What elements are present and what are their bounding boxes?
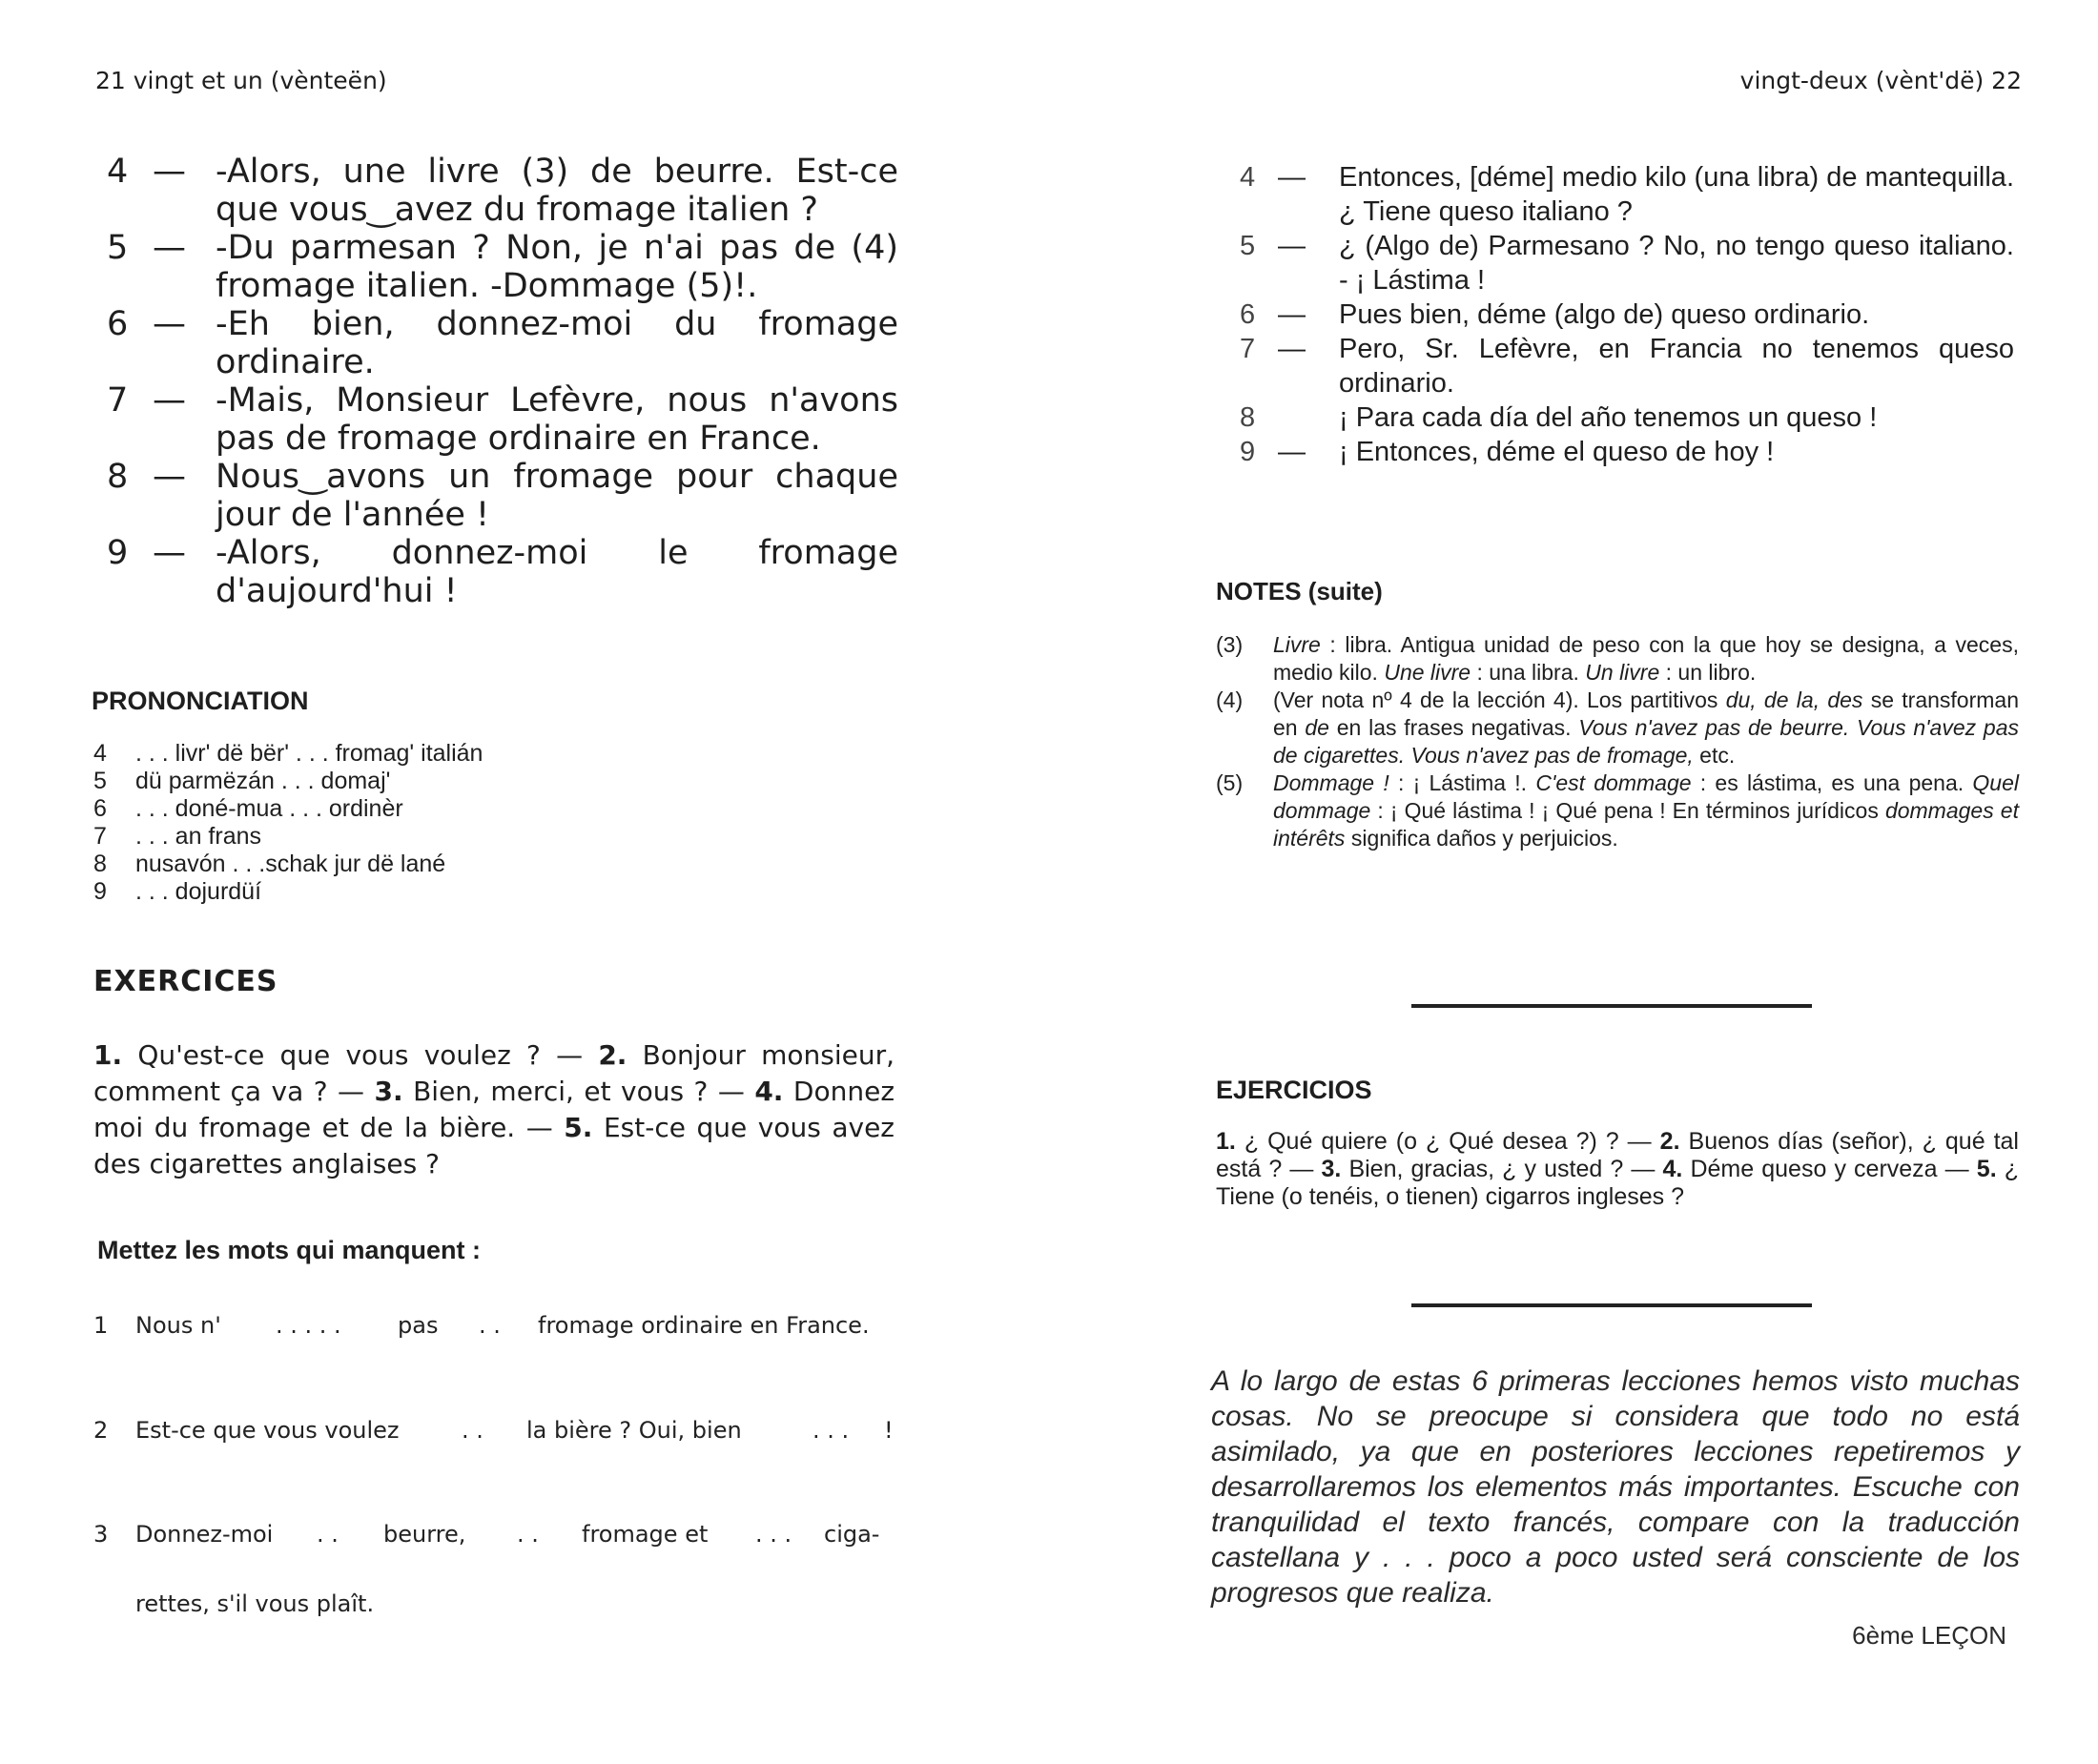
line-number: 5 — [107, 229, 129, 267]
line-dash: — — [1278, 231, 1306, 261]
exercise-text: Bien, merci, et vous ? — — [413, 1076, 745, 1107]
line-text: ¿ (Algo de) Parmesano ? No, no tengo queso italiano. - ¡ Lástima ! — [1339, 231, 2014, 296]
line-dash: — — [153, 458, 186, 496]
note-item — [1216, 769, 2019, 852]
note-italic-segment: Vous n'avez pas de beurre. Vous n'avez pas de cigarettes. Vous n'avez pas de fromage, — [1273, 715, 2019, 768]
exercise-number: 2. — [1659, 1128, 1680, 1155]
lesson-label: 6ème LEÇON — [1852, 1621, 2006, 1650]
note-italic-segment: dommages et intérêts — [1273, 798, 2019, 851]
dialogue-line — [1240, 160, 2014, 229]
section-divider — [1411, 1303, 1812, 1307]
fill-text: Nous n' — [135, 1312, 221, 1339]
exercise-number: 5. — [1976, 1156, 1997, 1182]
note-segment: : ¡ Lástima !. — [1388, 770, 1536, 795]
fill-text: Est-ce que vous voulez — [135, 1417, 400, 1444]
line-text: ¡ Entonces, déme el queso de hoy ! — [1339, 437, 1775, 467]
fill-in-line — [93, 1417, 894, 1444]
dialogue-line — [1240, 332, 2014, 400]
note-italic-segment: C'est dommage — [1535, 770, 1692, 795]
line-text: Nous‿avons un fromage pour chaque jour de l'année ! — [216, 458, 898, 534]
fill-blank: . . — [462, 1417, 483, 1444]
french-dialogue — [107, 153, 898, 610]
note-segment: se transforman en — [1273, 687, 2019, 740]
dialogue-line — [1240, 229, 2014, 297]
notes-list — [1216, 631, 2019, 852]
running-head-right: vingt-deux (vènt'dë) 22 — [1739, 67, 2022, 94]
note-item — [1216, 687, 2019, 769]
line-number: 4 — [107, 153, 129, 191]
line-dash: — — [153, 534, 186, 572]
item-number: 4 — [93, 740, 107, 767]
item-text: nusavón . . .schak jur dë lané — [135, 851, 446, 877]
exercise-text: Déme queso y cerveza — — [1690, 1156, 1969, 1182]
line-dash: — — [1278, 299, 1306, 330]
pronunciation-item — [93, 823, 483, 851]
item-text: . . . livr' dë bër' . . . fromag' italián — [135, 740, 483, 767]
note-text — [1273, 631, 2019, 687]
fill-in-heading: Mettez les mots qui manquent : — [97, 1236, 482, 1264]
note-italic-segment: Dommage ! — [1273, 770, 1389, 795]
fill-in-line — [93, 1312, 870, 1339]
line-text: -Alors, une livre (3) de beurre. Est-ce que vous‿avez du fromage italien ? — [216, 153, 898, 229]
exercise-number: 1. — [1216, 1128, 1236, 1155]
exercise-number: 3. — [374, 1076, 403, 1107]
dialogue-line — [107, 305, 898, 381]
exercise-text: Buenos días (señor), ¿ qué tal está ? — — [1216, 1128, 2019, 1182]
dialogue-line — [1240, 435, 2014, 469]
exercises-text — [93, 1037, 895, 1182]
fill-text: beurre, — [383, 1521, 466, 1548]
fill-text: fromage et — [582, 1521, 709, 1548]
line-text: Pues bien, déme (algo de) queso ordinario. — [1339, 299, 1870, 330]
spanish-dialogue — [1240, 160, 2014, 469]
fill-in-line — [93, 1521, 879, 1548]
note-text — [1273, 687, 2019, 769]
line-number: 6 — [107, 305, 129, 343]
exercise-number: 4. — [1662, 1156, 1683, 1182]
ejercicios-heading: EJERCICIOS — [1216, 1076, 1372, 1104]
item-number: 8 — [93, 851, 107, 877]
line-dash: — — [153, 229, 186, 267]
note-segment: : es lástima, es una pena. — [1691, 770, 1973, 795]
note-number: (4) — [1216, 687, 1244, 712]
note-segment: : ¡ Qué lástima ! ¡ Qué pena ! En términos jurídicos — [1370, 798, 1885, 823]
item-number: 6 — [93, 795, 107, 822]
pronunciation-item — [93, 878, 483, 906]
pronunciation-heading: PRONONCIATION — [92, 687, 309, 715]
exercise-text: Donnez moi du fromage et de la bière. — — [93, 1076, 895, 1143]
exercise-text: Bonjour monsieur, comment ça va ? — — [93, 1039, 895, 1107]
line-dash: — — [153, 153, 186, 191]
note-italic-segment: de — [1305, 715, 1329, 740]
fill-text: la bière ? Oui, bien — [526, 1417, 742, 1444]
fill-blank: . . — [517, 1521, 539, 1548]
note-segment: significa daños y perjuicios. — [1345, 826, 1618, 851]
dialogue-line — [1240, 297, 2014, 332]
line-number: 4 — [1240, 162, 1256, 193]
note-segment: : una libra. — [1471, 660, 1586, 685]
exercise-number: 2. — [598, 1039, 627, 1071]
line-number: 7 — [107, 381, 129, 420]
pronunciation-item — [93, 740, 483, 768]
dialogue-line — [107, 153, 898, 229]
fill-text: pas — [398, 1312, 439, 1339]
exercise-text: Bien, gracias, ¿ y usted ? — — [1348, 1156, 1656, 1182]
item-number: 7 — [93, 823, 107, 850]
dialogue-line — [107, 534, 898, 610]
line-dash: — — [1278, 437, 1306, 467]
fill-number: 1 — [93, 1312, 109, 1339]
fill-blank: . . — [317, 1521, 339, 1548]
fill-text: ciga- — [824, 1521, 880, 1548]
fill-blank: . . . . . — [276, 1312, 341, 1339]
line-dash: — — [1278, 334, 1306, 364]
exercise-text: ¿ Qué quiere (o ¿ Qué desea ?) ? — — [1244, 1128, 1652, 1155]
right-page — [1049, 0, 2098, 1764]
closing-paragraph: A lo largo de estas 6 primeras lecciones hemos visto muchas cosas. No se preocupe si considera que todo no está asimilado, ya que en posteriores lecciones repetiremos y desarrollaremos los elementos más importantes. Escuche con tranquilidad el texto francés, compare con la traducción castellana y . . . poco a poco usted será consciente de los progresos que realiza. — [1211, 1365, 2020, 1609]
notes-heading: NOTES (suite) — [1216, 577, 1383, 605]
exercise-text: Est-ce que vous avez des cigarettes anglaises ? — [93, 1112, 895, 1179]
item-text: dü parmëzán . . . domaj' — [135, 768, 391, 794]
exercise-number: 3. — [1321, 1156, 1342, 1182]
fill-text: Donnez-moi — [135, 1521, 274, 1548]
exercise-text: Qu'est-ce que vous voulez ? — — [137, 1039, 584, 1071]
running-head-left: 21 vingt et un (vèntеёn) — [95, 67, 387, 94]
line-number: 8 — [1240, 402, 1256, 433]
note-number: (3) — [1216, 632, 1244, 657]
dialogue-line — [1240, 400, 2014, 435]
line-text: -Mais, Monsieur Lefèvre, nous n'avons pas de fromage ordinaire en France. — [216, 381, 898, 458]
line-number: 9 — [107, 534, 129, 572]
exercise-text: ¿ Tiene (o tenéis, o tienen) cigarros ingleses ? — [1216, 1156, 2020, 1210]
fill-blank: . . . — [812, 1417, 850, 1444]
line-number: 8 — [107, 458, 129, 496]
ejercicios-text — [1216, 1128, 2019, 1211]
line-dash — [1278, 400, 1339, 435]
section-divider — [1411, 1004, 1812, 1008]
exercise-number: 4. — [754, 1076, 784, 1107]
note-italic-segment: Une livre — [1384, 660, 1471, 685]
note-number: (5) — [1216, 770, 1244, 795]
line-text: -Du parmesan ? Non, je n'ai pas de (4) fromage italien. -Dommage (5)!. — [216, 229, 898, 305]
item-text: . . . an frans — [135, 823, 262, 850]
item-number: 5 — [93, 768, 107, 794]
line-text: ¡ Para cada día del año tenemos un queso ! — [1339, 402, 1878, 433]
pronunciation-item — [93, 851, 483, 878]
note-italic-segment: du, de la, des — [1725, 687, 1863, 712]
line-number: 6 — [1240, 299, 1256, 330]
line-number: 7 — [1240, 334, 1256, 364]
item-text: . . . dojurdüí — [135, 878, 262, 905]
line-text: -Eh bien, donnez-moi du fromage ordinaire. — [216, 305, 898, 381]
pronunciation-item — [93, 768, 483, 795]
pronunciation-item — [93, 795, 483, 823]
note-segment: en las frases negativas. — [1328, 715, 1579, 740]
note-text — [1273, 769, 2019, 852]
exercise-number: 5. — [564, 1112, 593, 1143]
fill-text: ! — [884, 1417, 894, 1444]
exercise-number: 1. — [93, 1039, 123, 1071]
note-italic-segment: Livre — [1273, 632, 1321, 657]
note-italic-segment: Quel dommage — [1273, 770, 2019, 823]
line-number: 9 — [1240, 437, 1256, 467]
fill-number: 3 — [93, 1521, 109, 1548]
fill-blank: . . — [479, 1312, 501, 1339]
dialogue-line — [107, 229, 898, 305]
fill-text: fromage ordinaire en France. — [538, 1312, 870, 1339]
exercises-heading: EXERCICES — [93, 965, 278, 998]
line-dash: — — [1278, 162, 1306, 193]
pronunciation-list — [93, 740, 483, 906]
line-text: Entonces, [déme] medio kilo (una libra) de mantequilla. ¿ Tiene queso italiano ? — [1339, 162, 2014, 227]
item-number: 9 — [93, 878, 107, 905]
note-italic-segment: Un livre — [1585, 660, 1660, 685]
dialogue-line — [107, 458, 898, 534]
dialogue-line — [107, 381, 898, 458]
line-dash: — — [153, 305, 186, 343]
fill-number: 2 — [93, 1417, 109, 1444]
note-item — [1216, 631, 2019, 687]
note-segment: etc. — [1693, 743, 1736, 768]
fill-in-continuation: rettes, s'il vous plaît. — [135, 1590, 375, 1617]
line-number: 5 — [1240, 231, 1256, 261]
note-segment: : libra. Antigua unidad de peso con la que hoy se designa, a veces, medio kilo. — [1273, 632, 2019, 685]
line-text: Pero, Sr. Lefèvre, en Francia no tenemos queso ordinario. — [1339, 334, 2014, 399]
line-dash: — — [153, 381, 186, 420]
item-text: . . . doné-mua . . . ordinèr — [135, 795, 403, 822]
fill-blank: . . . — [755, 1521, 792, 1548]
line-text: -Alors, donnez-moi le fromage d'aujourd'hui ! — [216, 534, 898, 610]
note-segment: (Ver nota nº 4 de la lección 4). Los partitivos — [1273, 687, 1726, 712]
note-segment: : un libro. — [1659, 660, 1757, 685]
